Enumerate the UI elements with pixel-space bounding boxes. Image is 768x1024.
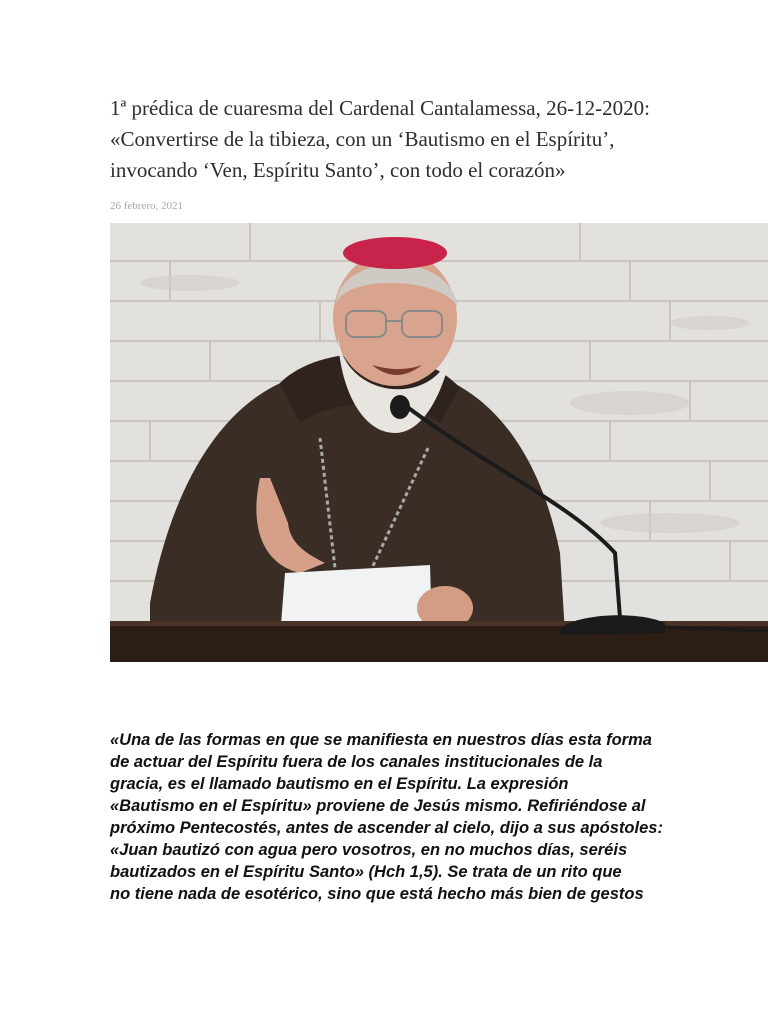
- body-line: «Juan bautizó con agua pero vosotros, en no muchos días, seréis: [110, 841, 628, 859]
- body-line: «Una de las formas en que se manifiesta en nuestros días esta forma: [110, 731, 652, 749]
- body-line: próximo Pentecostés, antes de ascender al cielo, dijo a sus apóstoles:: [110, 819, 663, 837]
- body-line: bautizados en el Espíritu Santo» (Hch 1,5). Se trata de un rito que: [110, 863, 622, 881]
- article-body: [110, 729, 670, 905]
- article-title: [110, 93, 730, 186]
- title-line: invocando ‘Ven, Espíritu Santo’, con todo el corazón»: [110, 158, 566, 182]
- article-date: 26 febrero, 2021: [110, 200, 184, 212]
- body-line: de actuar del Espíritu fuera de los canales institucionales de la: [110, 753, 603, 771]
- title-line: «Convertirse de la tibieza, con un ‘Bautismo en el Espíritu’,: [110, 127, 615, 151]
- body-line: gracia, es el llamado bautismo en el Espíritu. La expresión: [110, 775, 569, 793]
- body-line: «Bautismo en el Espíritu» proviene de Jesús mismo. Refiriéndose al: [110, 797, 646, 815]
- article-photo: [110, 223, 768, 662]
- body-line: no tiene nada de esotérico, sino que está hecho más bien de gestos: [110, 885, 644, 903]
- title-line: 1ª prédica de cuaresma del Cardenal Cantalamessa, 26-12-2020:: [110, 96, 650, 120]
